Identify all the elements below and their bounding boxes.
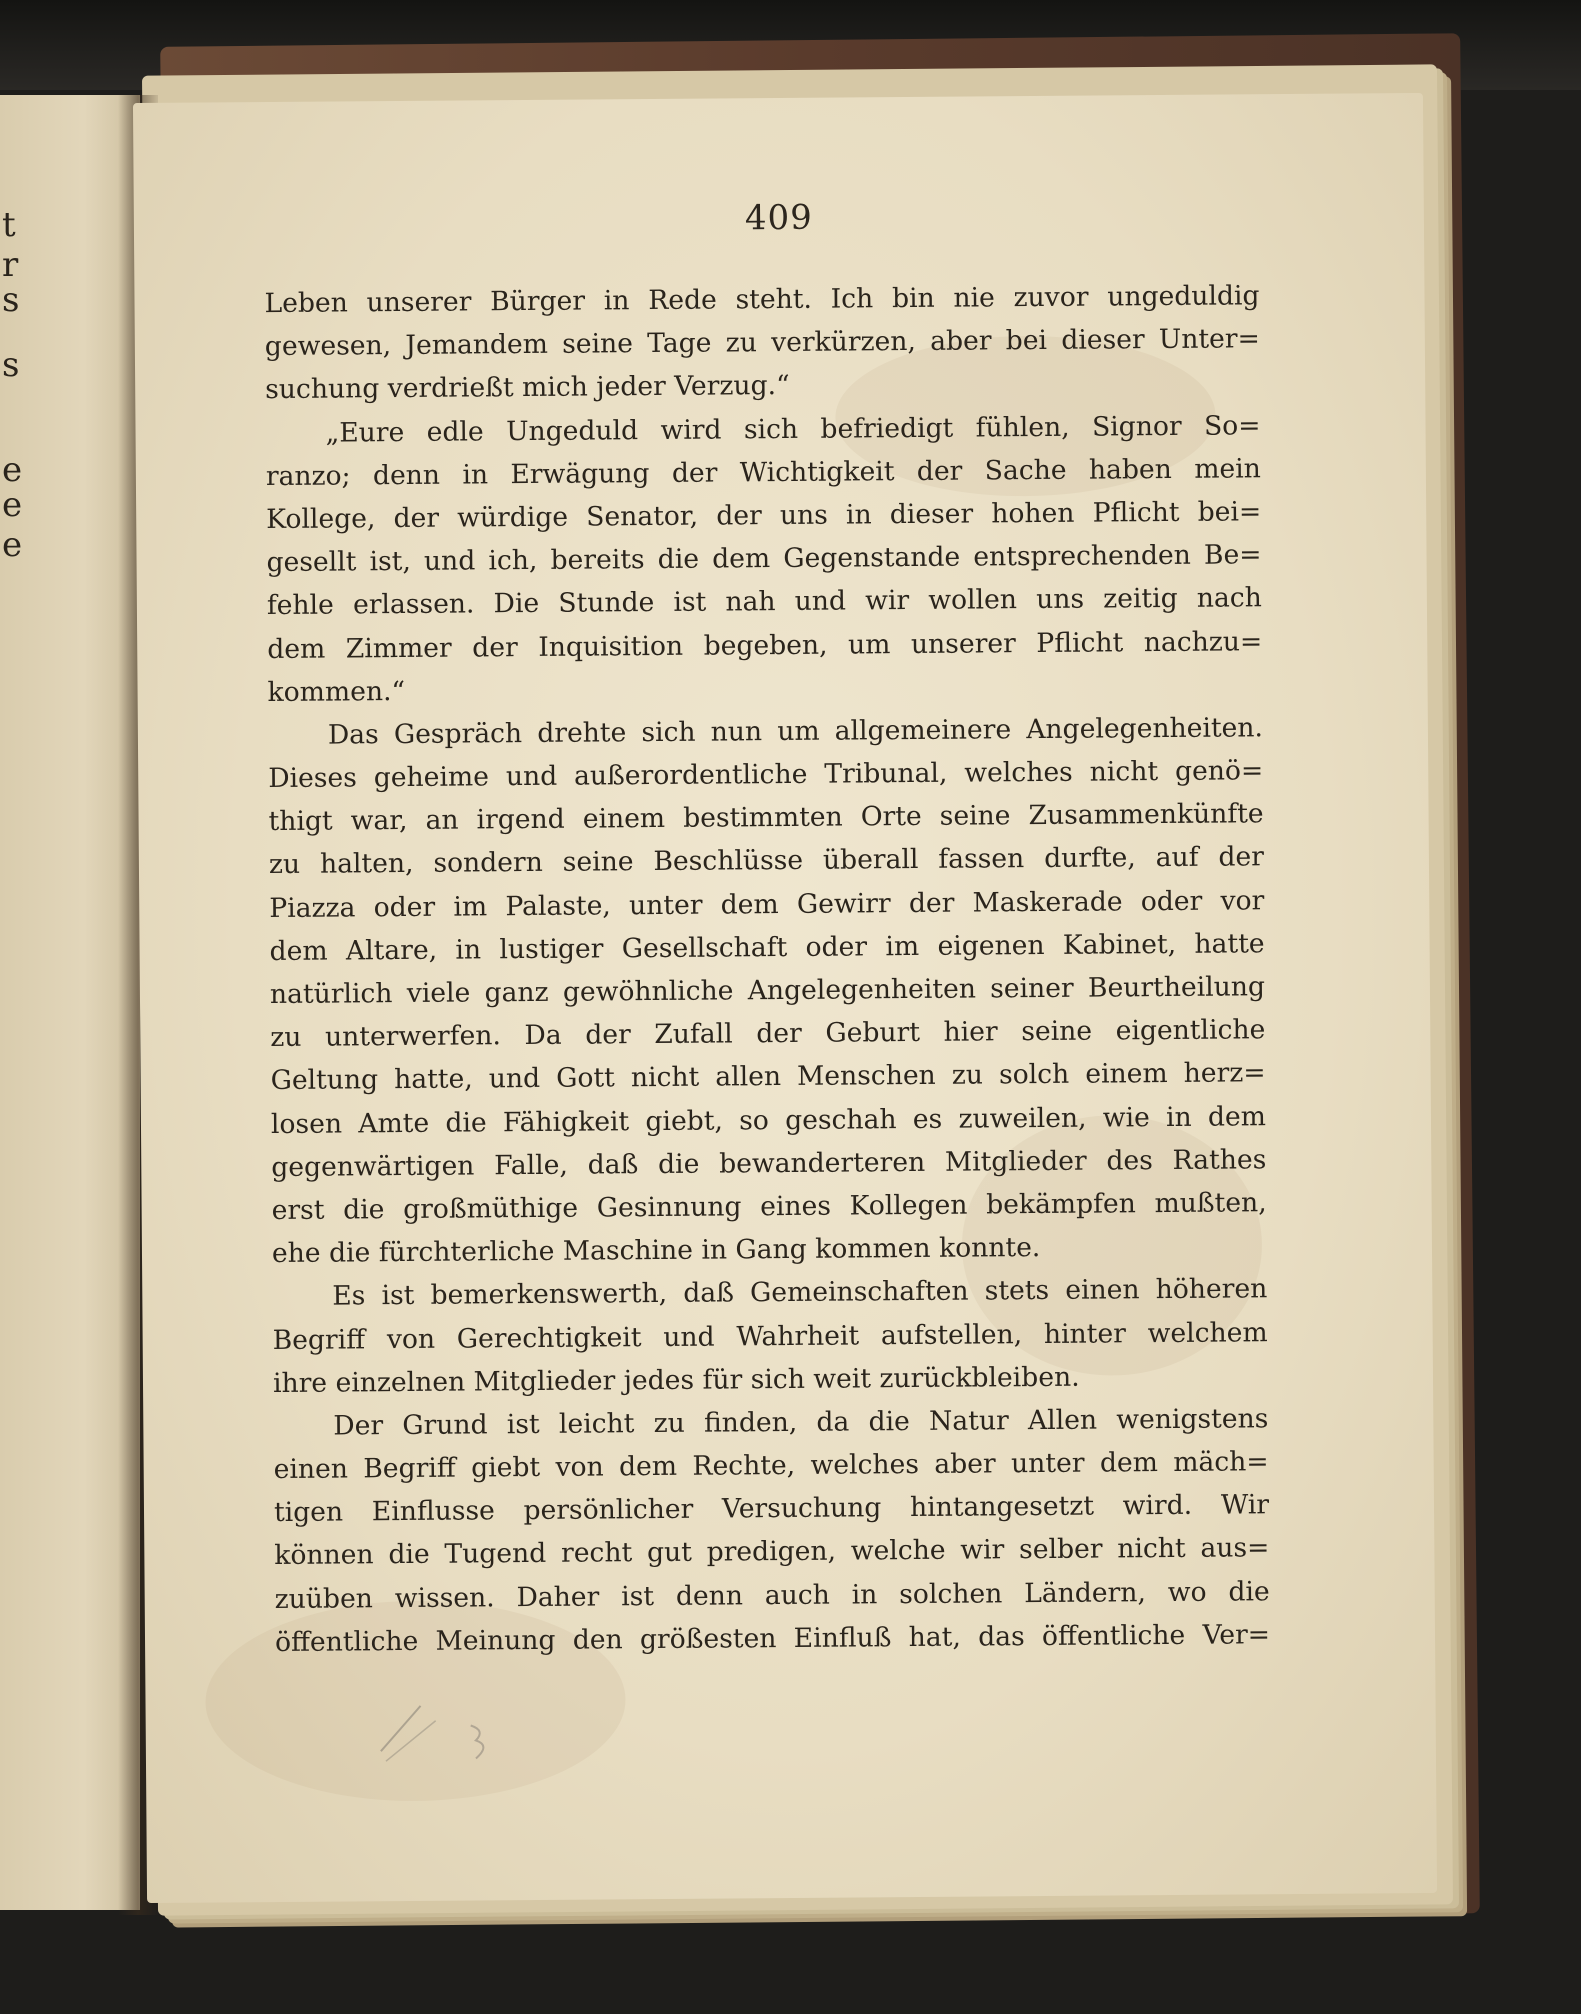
text-line: Piazza oder im Palaste, unter dem Gewirr der Maskerade oder vor [269, 884, 1265, 924]
text-line: Leben unserer Bürger in Rede steht. Ich bin nie zuvor ungeduldig [264, 280, 1260, 320]
text-line: gewesen, Jemandem seine Tage zu verkürzen, aber bei dieser Unter= [264, 323, 1260, 363]
left-margin-letter: t [2, 205, 16, 245]
left-margin-letter: s [2, 280, 20, 320]
page-number: 409 [744, 197, 813, 239]
text-line: gesellt ist, und ich, bereits die dem Gegenstande entsprechenden Be= [266, 539, 1262, 579]
text-line: dem Zimmer der Inquisition begeben, um unserer Pflicht nachzu= [267, 625, 1263, 665]
text-line: ehe die fürchterliche Maschine in Gang kommen konnte. [271, 1232, 1041, 1270]
left-margin-letter: r [2, 245, 19, 285]
text-line: zu halten, sondern seine Beschlüsse überall fassen durfte, auf der [268, 841, 1265, 881]
left-margin-letter: e [2, 450, 23, 490]
text-line: gegenwärtigen Falle, daß die bewanderteren Mitglieder des Rathes [271, 1143, 1267, 1183]
text-line: ihre einzelnen Mitglieder jedes für sich weit zurückbleiben. [272, 1361, 1080, 1399]
text-line: suchung verdrießt mich jeder Verzug.“ [265, 370, 790, 406]
body-text [264, 274, 1270, 1664]
text-line: einen Begriff giebt von dem Rechte, welches aber unter dem mäch= [273, 1446, 1269, 1486]
text-line: kommen.“ [267, 675, 406, 708]
text-line: natürlich viele ganz gewöhnliche Angelegenheiten seiner Beurtheilung [269, 971, 1266, 1011]
text-line: fehle erlassen. Die Stunde ist nah und wir wollen uns zeitig nach [266, 582, 1262, 622]
text-line: zuüben wissen. Daher ist denn auch in solchen Ländern, wo die [274, 1575, 1270, 1615]
text-line: Begriff von Gerechtigkeit und Wahrheit aufstellen, hinter welchem [272, 1316, 1268, 1356]
right-page [133, 93, 1437, 1903]
text-line: Das Gespräch drehte sich nun um allgemeinere Angelegenheiten. [327, 712, 1264, 751]
text-line: erst die großmüthige Gesinnung eines Kollegen bekämpfen mußten, [271, 1187, 1267, 1226]
text-line: thigt war, an irgend einem bestimmten Orte seine Zusammenkünfte [268, 798, 1264, 838]
text-line: ranzo; denn in Erwägung der Wichtigkeit der Sache haben mein [265, 452, 1261, 492]
left-margin-letter: e [2, 485, 23, 525]
text-line: können die Tugend recht gut predigen, welche wir selber nicht aus= [274, 1532, 1270, 1572]
text-line: Dieses geheime und außerordentliche Tribunal, welches nicht genö= [268, 755, 1264, 795]
text-line: öffentliche Meinung den größesten Einfluß hat, das öffentliche Ver= [274, 1619, 1271, 1658]
pencil-mark [375, 1680, 506, 1781]
text-line: losen Amte die Fähigkeit giebt, so geschah es zuweilen, wie in dem [270, 1100, 1267, 1140]
text-line: Der Grund ist leicht zu finden, da die Natur Allen wenigstens [333, 1403, 1269, 1442]
text-line: Kollege, der würdige Senator, der uns in dieser hohen Pflicht bei= [266, 496, 1262, 535]
text-line: „Eure edle Ungeduld wird sich befriedigt fühlen, Signor So= [325, 409, 1261, 449]
text-line: Geltung hatte, und Gott nicht allen Menschen zu solch einem herz= [270, 1057, 1266, 1097]
text-line: tigen Einflusse persönlicher Versuchung hintangesetzt wird. Wir [273, 1489, 1270, 1529]
left-margin-letter: e [2, 525, 23, 565]
text-line: zu unterwerfen. Da der Zufall der Geburt hier seine eigentliche [270, 1014, 1266, 1054]
text-line: dem Altare, in lustiger Gesellschaft oder im eigenen Kabinet, hatte [269, 928, 1265, 967]
left-margin-letter: s [2, 345, 20, 385]
text-line: Es ist bemerkenswerth, daß Gemeinschaften stets einen höheren [332, 1273, 1268, 1312]
